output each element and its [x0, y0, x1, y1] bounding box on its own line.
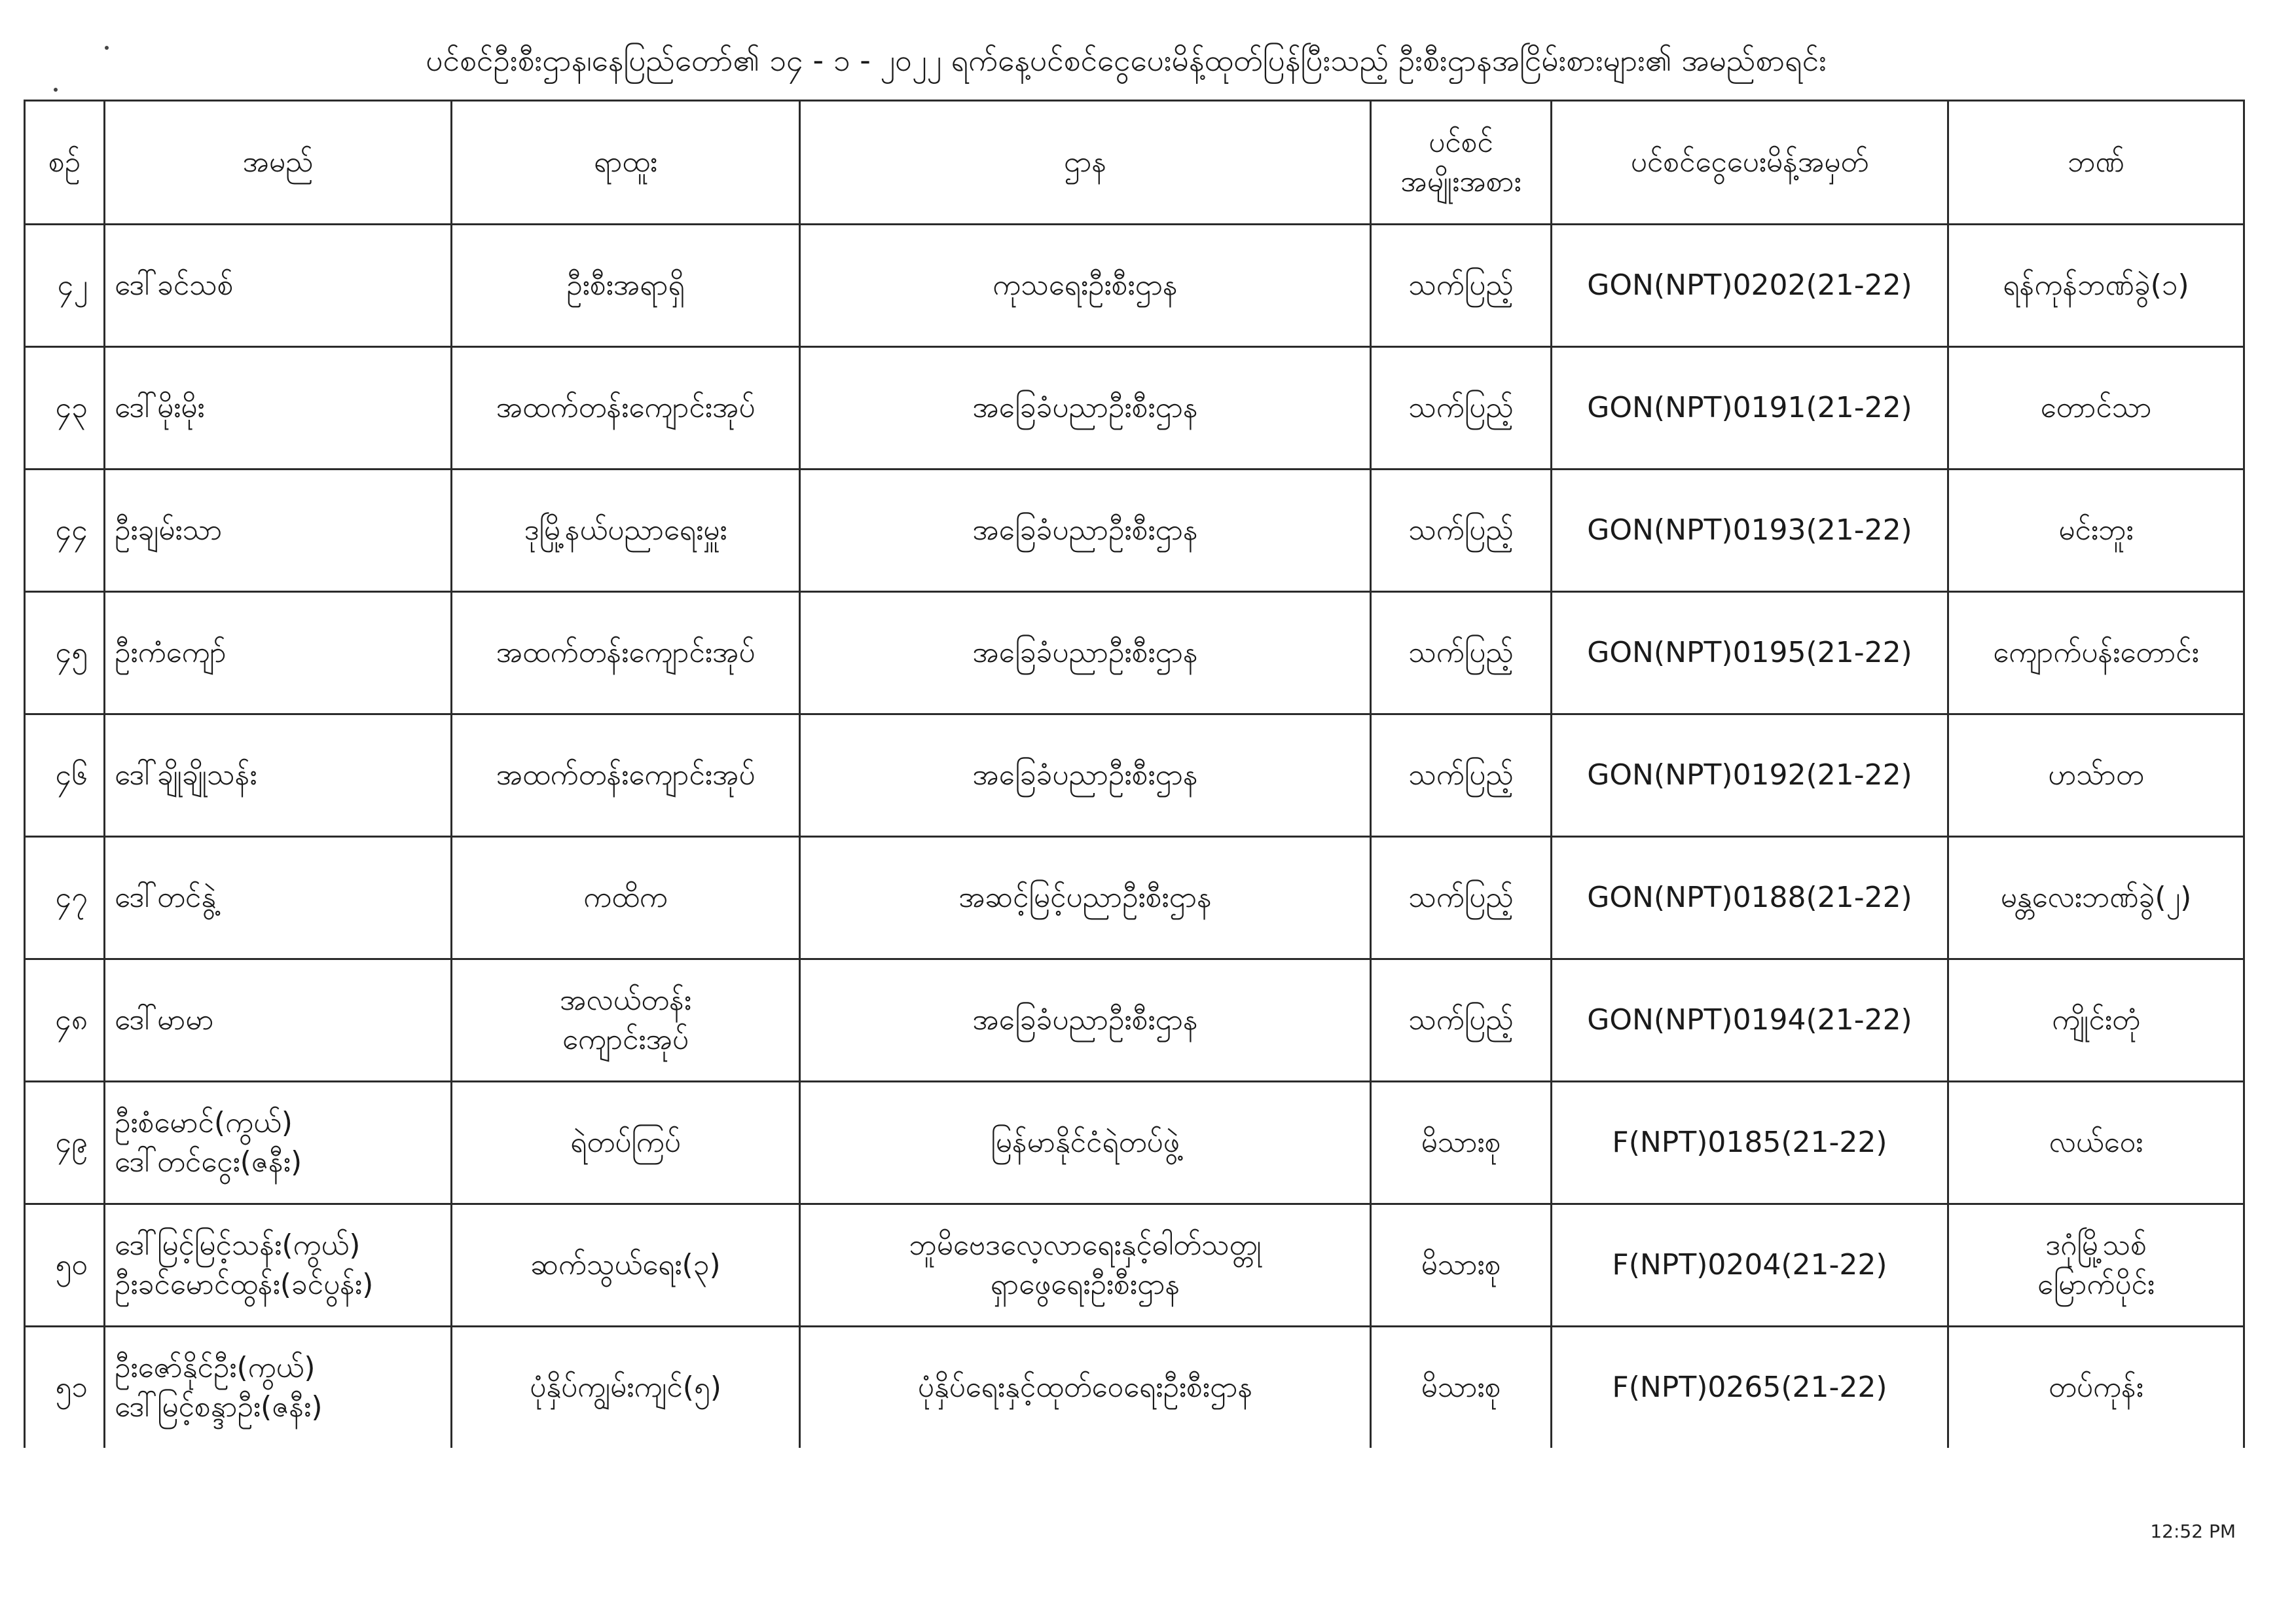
cell-bank	[1948, 1082, 2244, 1204]
cell-text-line: ဌာန	[1063, 145, 1107, 179]
cell-name	[105, 347, 452, 470]
cell-department	[800, 1204, 1371, 1327]
cell-pension-type: မိသားစု	[1371, 1204, 1552, 1327]
cell-department	[800, 592, 1371, 714]
table-row	[25, 1327, 2244, 1449]
cell-text-line: ဟသ်ာတ	[2048, 758, 2144, 792]
cell-department	[800, 347, 1371, 470]
cell-text-line: ဦးဇော်နိုင်ဦး(ကွယ်)	[115, 1351, 316, 1384]
cell-text-line: ကျိုင်းတုံ	[2052, 1003, 2140, 1037]
cell-bank	[1948, 347, 2244, 470]
cell-text-line: အထက်တန်းကျောင်းအုပ်	[496, 758, 756, 792]
cell-no: ၄၄	[25, 470, 105, 592]
cell-text-line: ဒေါ်ချိုချိုသန်း	[115, 758, 257, 792]
cell-text-line: ဒေါ်မာမာ	[115, 1003, 214, 1037]
cell-text-line: ပင်စင်	[1429, 126, 1493, 159]
footer-timestamp: 12:52 PM	[2150, 1521, 2236, 1542]
cell-department	[800, 1327, 1371, 1449]
cell-text-line: အခြေခံပညာဦးစီးဌာန	[972, 758, 1198, 792]
cell-pension-type: မိသားစု	[1371, 1327, 1552, 1449]
table-body	[25, 225, 2244, 1449]
cell-position	[452, 347, 800, 470]
cell-text-line: လယ်ဝေး	[2049, 1126, 2143, 1159]
cell-no: ၅၁	[25, 1327, 105, 1449]
cell-department	[800, 714, 1371, 837]
cell-position	[452, 959, 800, 1082]
cell-no: ၄၆	[25, 714, 105, 837]
cell-order-number: F(NPT)0265(21-22)	[1552, 1327, 1948, 1449]
cell-bank	[1948, 225, 2244, 347]
cell-order-number: GON(NPT)0195(21-22)	[1552, 592, 1948, 714]
cell-position	[452, 470, 800, 592]
cell-no: ၄၂	[25, 225, 105, 347]
cell-text-line: အခြေခံပညာဦးစီးဌာန	[972, 636, 1198, 669]
cell-no: ၄၉	[25, 1082, 105, 1204]
cell-no: ၅၀	[25, 1204, 105, 1327]
table-header	[25, 101, 2244, 225]
header-pension-type	[1371, 101, 1552, 225]
cell-text-line: ဘူမိဗေဒလေ့လာရေးနှင့်ဓါတ်သတ္တု	[909, 1228, 1262, 1262]
cell-bank	[1948, 714, 2244, 837]
cell-text-line: မြန်မာနိုင်ငံရဲတပ်ဖွဲ့	[991, 1126, 1180, 1159]
cell-text-line: အခြေခံပညာဦးစီးဌာန	[972, 391, 1198, 424]
cell-order-number: F(NPT)0204(21-22)	[1552, 1204, 1948, 1327]
cell-pension-type: မိသားစု	[1371, 1082, 1552, 1204]
cell-text-line: အထက်တန်းကျောင်းအုပ်	[496, 636, 756, 669]
cell-pension-type: သက်ပြည့်	[1371, 470, 1552, 592]
cell-bank	[1948, 592, 2244, 714]
cell-bank	[1948, 1327, 2244, 1449]
cell-name	[105, 1327, 452, 1449]
cell-bank	[1948, 959, 2244, 1082]
cell-order-number: F(NPT)0185(21-22)	[1552, 1082, 1948, 1204]
header-order-number	[1552, 101, 1948, 225]
cell-pension-type: သက်ပြည့်	[1371, 225, 1552, 347]
cell-name	[105, 1204, 452, 1327]
cell-text-line: ဆက်သွယ်ရေး(၃)	[530, 1248, 721, 1282]
cell-text-line: ကထိက	[583, 881, 668, 914]
cell-text-line: ဦးခင်မောင်ထွန်း(ခင်ပွန်း)	[115, 1268, 374, 1301]
cell-position	[452, 1082, 800, 1204]
table-row	[25, 837, 2244, 959]
cell-text-line: ရာထူး	[593, 145, 658, 179]
cell-pension-type: သက်ပြည့်	[1371, 959, 1552, 1082]
cell-no: ၄၈	[25, 959, 105, 1082]
cell-name	[105, 959, 452, 1082]
cell-bank	[1948, 1204, 2244, 1327]
header-position	[452, 101, 800, 225]
cell-text-line: ဦးချမ်းသာ	[115, 513, 223, 547]
cell-text-line: ကုသရေးဦးစီးဌာန	[993, 268, 1178, 302]
cell-text-line: မင်းဘူး	[2058, 513, 2134, 547]
cell-name	[105, 470, 452, 592]
cell-text-line: အလယ်တန်း	[559, 984, 692, 1017]
cell-order-number: GON(NPT)0194(21-22)	[1552, 959, 1948, 1082]
cell-bank	[1948, 837, 2244, 959]
cell-text-line: အခြေခံပညာဦးစီးဌာန	[972, 1003, 1198, 1037]
table-row	[25, 592, 2244, 714]
scan-speck	[54, 88, 58, 92]
cell-text-line: ဒေါ်တင်နွဲ့	[115, 881, 216, 914]
cell-position	[452, 592, 800, 714]
header-bank	[1948, 101, 2244, 225]
cell-order-number: GON(NPT)0188(21-22)	[1552, 837, 1948, 959]
cell-no: ၄၃	[25, 347, 105, 470]
header-department	[800, 101, 1371, 225]
cell-text-line: ဒေါ်တင်ငွေး(ဇနီး)	[115, 1145, 302, 1179]
cell-no: ၄၅	[25, 592, 105, 714]
cell-text-line: ဦးစီးအရာရှိ	[566, 268, 685, 302]
table-row	[25, 714, 2244, 837]
cell-position	[452, 1327, 800, 1449]
cell-text-line: မြောက်ပိုင်း	[2037, 1268, 2155, 1301]
cell-pension-type: သက်ပြည့်	[1371, 347, 1552, 470]
cell-position	[452, 714, 800, 837]
cell-text-line: အခြေခံပညာဦးစီးဌာန	[972, 513, 1198, 547]
table-row	[25, 1082, 2244, 1204]
cell-text-line: အမည်	[242, 145, 314, 179]
cell-name	[105, 1082, 452, 1204]
cell-text-line: ဦးစံမောင်(ကွယ်)	[115, 1106, 293, 1139]
cell-text-line: ကျောင်းအုပ်	[562, 1023, 689, 1056]
cell-text-line: ဘဏ်	[2068, 145, 2124, 179]
cell-pension-type: သက်ပြည့်	[1371, 714, 1552, 837]
cell-text-line: ဒေါ်မိုးမိုး	[115, 391, 205, 424]
cell-text-line: ရဲတပ်ကြပ်	[570, 1126, 681, 1159]
cell-position	[452, 837, 800, 959]
cell-text-line: ရန်ကုန်ဘဏ်ခွဲ(၁)	[2003, 268, 2189, 302]
cell-department	[800, 837, 1371, 959]
cell-no: ၄၇	[25, 837, 105, 959]
cell-order-number: GON(NPT)0191(21-22)	[1552, 347, 1948, 470]
cell-bank	[1948, 470, 2244, 592]
cell-name	[105, 225, 452, 347]
cell-pension-type: သက်ပြည့်	[1371, 837, 1552, 959]
cell-name	[105, 714, 452, 837]
cell-department	[800, 470, 1371, 592]
cell-order-number: GON(NPT)0193(21-22)	[1552, 470, 1948, 592]
cell-department	[800, 959, 1371, 1082]
table-row	[25, 959, 2244, 1082]
cell-text-line: ရှာဖွေရေးဦးစီးဌာန	[990, 1268, 1180, 1301]
cell-text-line: အထက်တန်းကျောင်းအုပ်	[496, 391, 756, 424]
pension-list-table	[24, 100, 2245, 1448]
cell-department	[800, 1082, 1371, 1204]
cell-position	[452, 225, 800, 347]
cell-text-line: တောင်သာ	[2040, 391, 2152, 424]
cell-text-line: ဒဂုံမြို့သစ်	[2045, 1228, 2147, 1262]
cell-text-line: ပင်စင်ငွေပေးမိန့်အမှတ်	[1630, 145, 1869, 179]
cell-text-line: ပုံနှိပ်ရေးနှင့်ထုတ်ဝေရေးဦးစီးဌာန	[917, 1371, 1253, 1404]
table-row	[25, 347, 2244, 470]
cell-text-line: ဒေါ်မြင့်စန္ဒာဦး(ဇနီး)	[115, 1390, 323, 1424]
cell-text-line: ဒုမြို့နယ်ပညာရေးမှူး	[524, 513, 727, 547]
cell-text-line: စဉ်	[48, 145, 81, 179]
header-row	[25, 101, 2244, 225]
cell-text-line: အဆင့်မြင့်ပညာဦးစီးဌာန	[958, 881, 1212, 914]
header-no	[25, 101, 105, 225]
cell-name	[105, 837, 452, 959]
scan-speck	[105, 46, 109, 50]
table-row	[25, 470, 2244, 592]
table-row	[25, 225, 2244, 347]
cell-text-line: တပ်ကုန်း	[2049, 1371, 2143, 1404]
cell-position	[452, 1204, 800, 1327]
page-title: ပင်စင်ဦးစီးဌာန၊နေပြည်တော်၏ ၁၄ - ၁ - ၂၀၂၂ ရက်နေ့ပင်စင်ငွေပေးမိန့်ထုတ်ပြန်ပြီးသည့် ဦးစီးဌာနအငြိမ်းစားများ၏ အမည်စာရင်း	[426, 43, 1827, 78]
cell-order-number: GON(NPT)0202(21-22)	[1552, 225, 1948, 347]
cell-text-line: ဒေါ်မြင့်မြင့်သန်း(ကွယ်)	[115, 1228, 361, 1262]
cell-pension-type: သက်ပြည့်	[1371, 592, 1552, 714]
cell-text-line: ဒေါ်ခင်သစ်	[115, 268, 234, 302]
cell-text-line: မန္တလေးဘဏ်ခွဲ(၂)	[2000, 881, 2192, 914]
cell-text-line: အမျိုးအစား	[1400, 165, 1522, 198]
cell-department	[800, 225, 1371, 347]
cell-text-line: ဦးကံကျော်	[115, 636, 227, 669]
table-row	[25, 1204, 2244, 1327]
cell-order-number: GON(NPT)0192(21-22)	[1552, 714, 1948, 837]
cell-text-line: ပုံနှိပ်ကျွမ်းကျင်(၅)	[530, 1371, 721, 1404]
header-name	[105, 101, 452, 225]
cell-text-line: ကျောက်ပန်းတောင်း	[1993, 636, 2199, 669]
cell-name	[105, 592, 452, 714]
